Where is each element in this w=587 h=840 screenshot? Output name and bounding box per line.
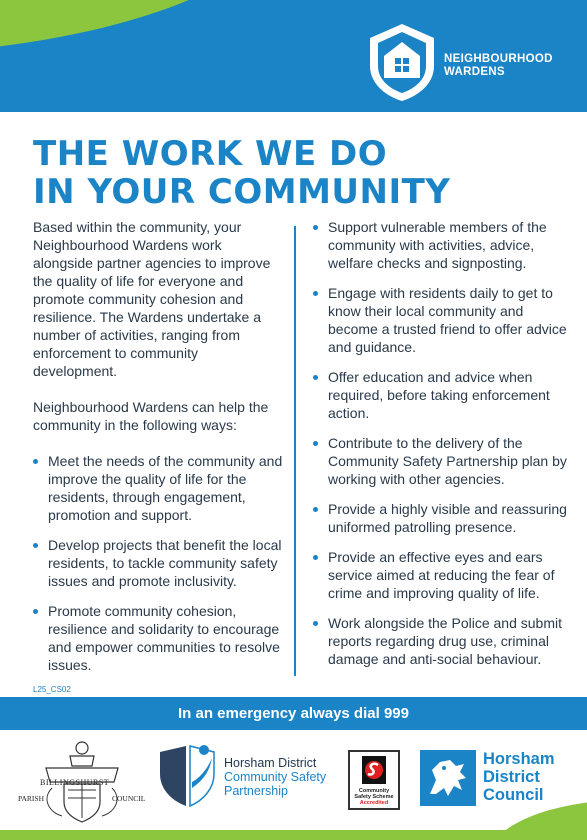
billingshurst-parish-council-logo: [12, 738, 152, 824]
hdcsp-line-1: Horsham District: [224, 756, 317, 770]
bullet-dot-icon: [33, 543, 38, 548]
list-item-text: Engage with residents daily to get to know their local community and become a trusted friend to offer advice and guidance.: [328, 285, 567, 355]
list-item: [313, 218, 573, 272]
logo-line-2: WARDENS: [444, 66, 505, 78]
page-title: [33, 135, 450, 211]
bullet-dot-icon: [313, 555, 318, 560]
list-item: [313, 614, 573, 668]
reference-code: L25_CS02: [33, 685, 71, 694]
list-item-text: Provide a highly visible and reassuring uniformed patrolling presence.: [328, 501, 567, 535]
hdcsp-line-2: Community Safety: [224, 770, 327, 784]
billingshurst-parish-text: PARISH: [18, 794, 44, 803]
community-safety-scheme-badge: [348, 750, 400, 810]
header-band: [0, 0, 587, 112]
bullet-dot-icon: [313, 441, 318, 446]
css-line-2: Safety Scheme: [354, 794, 394, 800]
list-item-text: Support vulnerable members of the community with activities, advice, welfare checks and signposting.: [328, 219, 547, 271]
css-line-1: Community: [358, 788, 390, 794]
list-item: [33, 602, 283, 674]
right-column: [313, 218, 573, 680]
list-item: [313, 434, 573, 488]
list-item: [33, 536, 283, 590]
shield-person-icon: [156, 742, 220, 808]
house-shield-icon: [368, 22, 436, 102]
bullet-dot-icon: [33, 459, 38, 464]
right-bullet-list: [313, 218, 573, 668]
horsham-district-council-logo: [420, 750, 585, 810]
list-item-text: Work alongside the Police and submit reports regarding drug use, criminal damage and anti-social behaviour.: [328, 615, 562, 667]
horsham-lion-icon: [420, 750, 476, 806]
list-item-text: Meet the needs of the community and improve the quality of life for the residents, through engagement, promotion and support.: [48, 453, 283, 523]
css-line-3: Accredited: [359, 800, 389, 806]
bullet-dot-icon: [313, 291, 318, 296]
title-line-2: IN YOUR COMMUNITY: [33, 172, 451, 212]
list-item-text: Promote community cohesion, resilience and solidarity to encourage and empower communities to resolve issues.: [48, 603, 280, 673]
list-item: [313, 284, 573, 356]
list-item: [33, 452, 283, 524]
list-item-text: Develop projects that benefit the local residents, to tackle community safety issues and promote inclusivity.: [48, 537, 282, 589]
list-item: [313, 500, 573, 536]
hdc-line-2: District: [483, 768, 540, 786]
left-column: [33, 218, 283, 686]
list-item-text: Provide an effective eyes and ears service aimed at reducing the fear of crime and improving quality of life.: [328, 549, 555, 601]
list-item: [313, 368, 573, 422]
list-item-text: Offer education and advice when required, before taking enforcement action.: [328, 369, 550, 421]
footer-logos: [0, 730, 587, 840]
hdc-line-1: Horsham: [483, 750, 555, 768]
list-item-text: Contribute to the delivery of the Community Safety Partnership plan by working with other agencies.: [328, 435, 567, 487]
bullet-dot-icon: [313, 375, 318, 380]
billingshurst-banner-text: BILLINGSHURST: [40, 778, 110, 787]
css-accredited-icon: [350, 754, 398, 788]
bullet-dot-icon: [313, 225, 318, 230]
hdc-line-3: Council: [483, 786, 544, 804]
list-item: [313, 548, 573, 602]
neighbourhood-wardens-logo-text: [444, 53, 553, 79]
column-divider: [294, 226, 296, 676]
intro-paragraph-1: Based within the community, your Neighbourhood Wardens work alongside partner agencies to improve the quality of life for everyone and promote community cohesion and resilience. The Wardens undertake a number of activities, ranging from enforcement to community development.: [33, 219, 271, 379]
horsham-community-safety-partnership-logo: [156, 742, 356, 812]
logo-line-1: NEIGHBOURHOOD: [444, 53, 553, 65]
bullet-dot-icon: [313, 621, 318, 626]
title-line-1: THE WORK WE DO: [33, 134, 388, 174]
hdcsp-line-3: Partnership: [224, 784, 288, 798]
bullet-dot-icon: [313, 507, 318, 512]
bullet-dot-icon: [33, 609, 38, 614]
left-bullet-list: [33, 452, 283, 674]
intro-paragraph-2: Neighbourhood Wardens can help the community in the following ways:: [33, 399, 269, 433]
emergency-banner: In an emergency always dial 999: [0, 697, 587, 730]
billingshurst-council-text: COUNCIL: [112, 794, 146, 803]
